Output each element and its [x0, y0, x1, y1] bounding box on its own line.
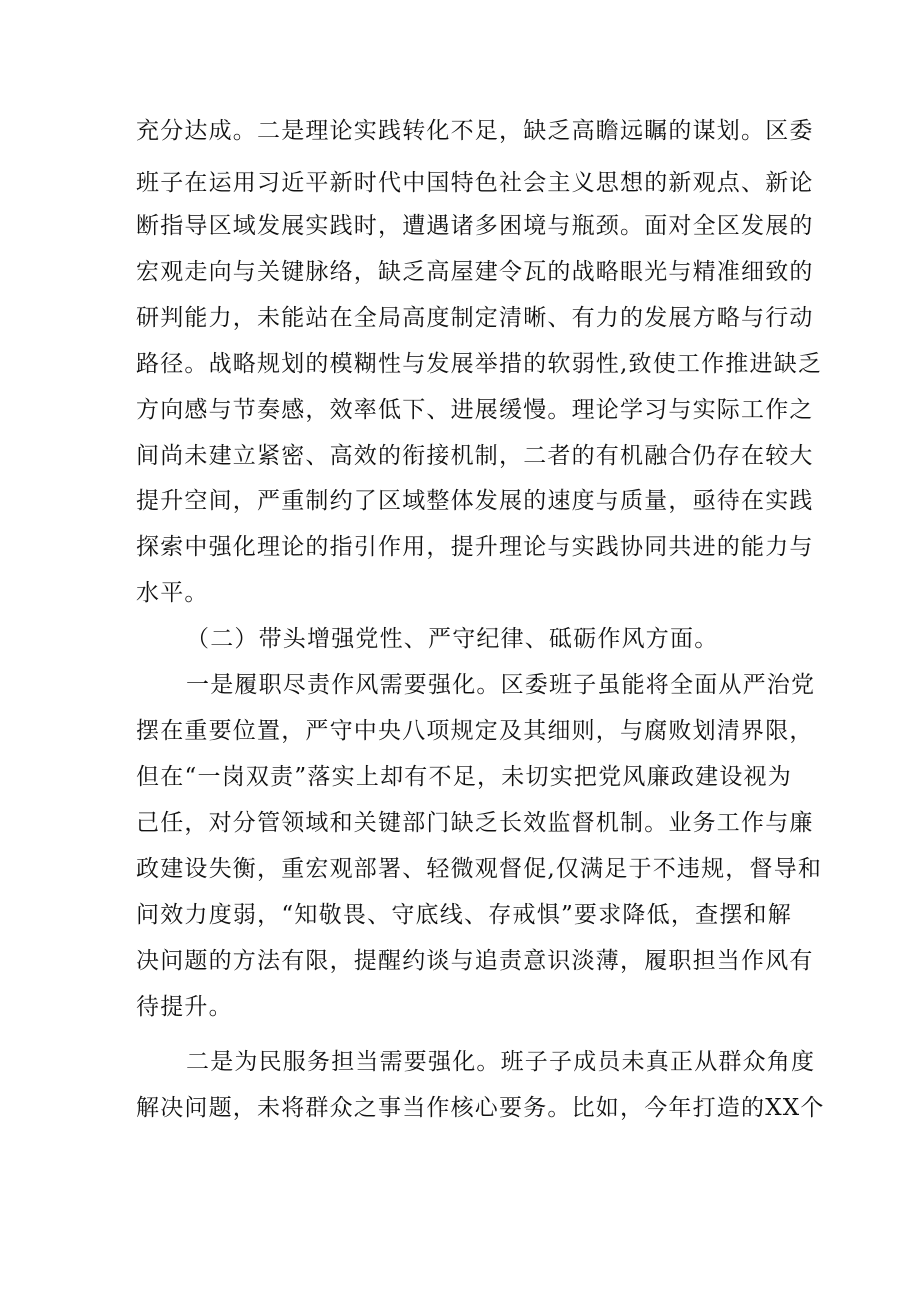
paragraph-line: 但在“一岗双责”落实上却有不足，未切实把党风廉政建设视为 — [136, 764, 792, 790]
paragraph-line: 探索中强化理论的指引作用，提升理论与实践协同共进的能力与 — [136, 534, 814, 560]
paragraph-line: 路径。战略规划的模糊性与发展举措的软弱性,致使工作推进缺乏 — [136, 351, 823, 377]
paragraph-line: 解决问题，未将群众之事当作核心要务。比如，今年打造的XX个 — [136, 1095, 825, 1121]
paragraph-line: 决问题的方法有限，提醒约谈与追责意识淡薄，履职担当作风有 — [136, 948, 814, 974]
section-heading: （二）带头增强党性、严守纪律、砥砺作风方面。 — [186, 626, 719, 652]
paragraph-line: 摆在重要位置，严守中央八项规定及其细则，与腐败划清界限， — [136, 718, 814, 744]
paragraph-line: 问效力度弱，“知敬畏、守底线、存戒惧”要求降低，查摆和解 — [136, 902, 792, 928]
paragraph-line: 方向感与节奏感，效率低下、进展缓慢。理论学习与实际工作之 — [136, 397, 814, 423]
paragraph-line: 水平。 — [136, 580, 209, 606]
paragraph-line: 断指导区域发展实践时，遭遇诸多困境与瓶颈。面对全区发展的 — [136, 213, 814, 239]
paragraph-line: 一是履职尽责作风需要强化。区委班子虽能将全面从严治党 — [186, 672, 816, 698]
paragraph-line: 间尚未建立紧密、高效的衔接机制，二者的有机融合仍存在较大 — [136, 443, 814, 469]
paragraph-line: 政建设失衡，重宏观部署、轻微观督促,仅满足于不违规，督导和 — [136, 856, 823, 882]
paragraph-line: 提升空间，严重制约了区域整体发展的速度与质量，亟待在实践 — [136, 488, 814, 514]
paragraph-line: 班子在运用习近平新时代中国特色社会主义思想的新观点、新论 — [136, 170, 814, 196]
paragraph-line: 二是为民服务担当需要强化。班子子成员未真正从群众角度 — [186, 1049, 816, 1075]
paragraph-line: 宏观走向与关键脉络，缺乏高屋建令瓦的战略眼光与精准细致的 — [136, 259, 814, 285]
paragraph-line: 己任，对分管领域和关键部门缺乏长效监督机制。业务工作与廉 — [136, 810, 814, 836]
paragraph-line: 研判能力，未能站在全局高度制定清晰、有力的发展方略与行动 — [136, 305, 814, 331]
paragraph-line: 待提升。 — [136, 994, 233, 1020]
paragraph-line: 充分达成。二是理论实践转化不足，缺乏高瞻远瞩的谋划。区委 — [136, 118, 814, 144]
